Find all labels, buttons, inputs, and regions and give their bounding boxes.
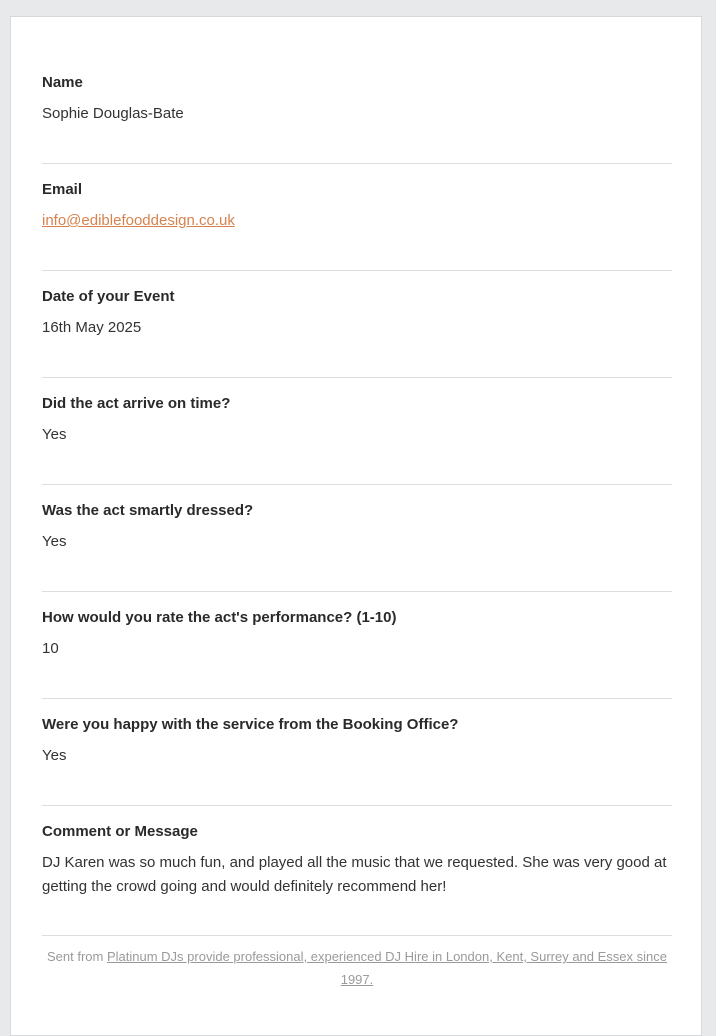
field-label: Name <box>42 74 83 91</box>
footer-prefix: Sent from <box>47 949 107 964</box>
email-card <box>10 16 702 1036</box>
field-value: Yes <box>42 426 67 443</box>
field-label: Did the act arrive on time? <box>42 395 231 412</box>
field-comment <box>42 806 672 936</box>
field-value: 10 <box>42 640 59 657</box>
field-booking-office-service <box>42 699 672 806</box>
email-footer <box>42 945 672 991</box>
field-smartly-dressed <box>42 485 672 592</box>
field-label: Email <box>42 181 83 198</box>
field-event-date <box>42 271 672 378</box>
field-value <box>42 209 672 233</box>
field-label: Date of your Event <box>42 288 175 305</box>
field-value: 16th May 2025 <box>42 319 142 336</box>
field-label: Were you happy with the service from the Booking Office? <box>42 716 459 733</box>
field-label: How would you rate the act's performance? (1-10) <box>42 609 397 626</box>
field-value: DJ Karen was so much fun, and played all the music that we requested. She was very good at getting the crowd going and would definitely recommend her! <box>42 854 667 895</box>
form-submission-fields <box>42 57 672 936</box>
footer-site-link[interactable]: Platinum DJs provide professional, experienced DJ Hire in London, Kent, Surrey and Essex since 1997. <box>106 949 667 987</box>
field-arrive-on-time <box>42 378 672 485</box>
email-link[interactable]: info@ediblefooddesign.co.uk <box>42 212 235 229</box>
field-value: Sophie Douglas-Bate <box>42 105 184 122</box>
field-label: Was the act smartly dressed? <box>42 502 254 519</box>
field-value: Yes <box>42 747 67 764</box>
field-value: Yes <box>42 533 67 550</box>
field-name <box>42 57 672 164</box>
field-label: Comment or Message <box>42 823 198 840</box>
field-performance-rating <box>42 592 672 699</box>
field-email <box>42 164 672 271</box>
